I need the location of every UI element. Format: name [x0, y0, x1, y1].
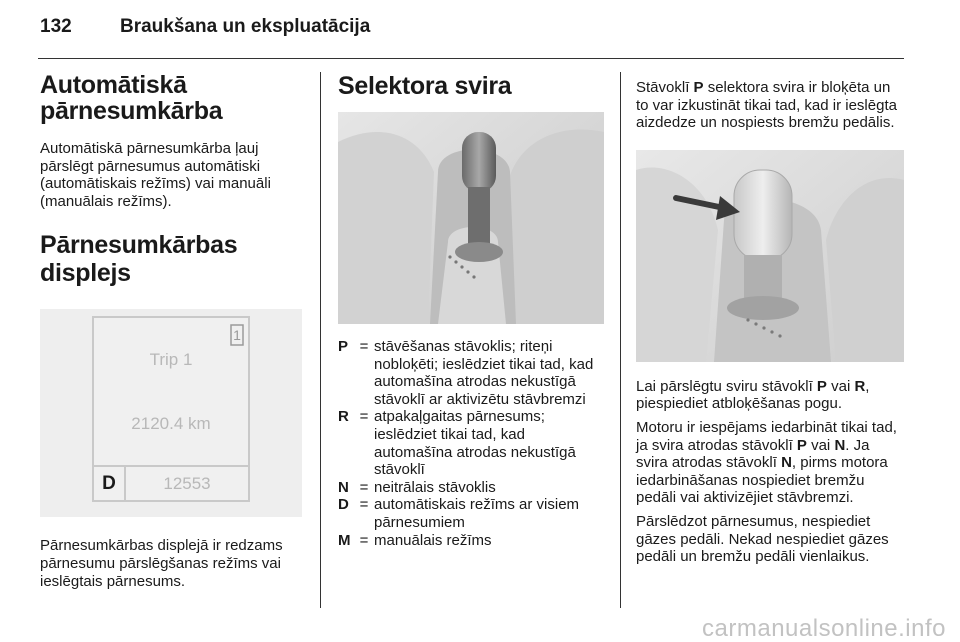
transmission-display-illustration — [40, 309, 302, 517]
column-divider-right — [620, 72, 621, 608]
watermark: carmanualsonline.info — [702, 615, 946, 642]
section-heading-selector-lever: Selektora svira — [338, 72, 512, 100]
definition-text: stāvēšanas stāvoklis; riteņi nobloķēti; ieslēdziet tikai tad, kad automašīna atrodas nekustīgā stāvoklī ar aktivizētu stāvbremzi — [374, 338, 594, 408]
paragraph-lever-locked: Stāvoklī P selektora svira ir bloķēta un to var izkustināt tikai tad, kad ir ieslēgta aizdedze un nospiests bremžu pedālis. — [636, 79, 897, 132]
gear-indicator: D — [94, 467, 126, 500]
definition-term: M — [338, 531, 351, 549]
odometer-value: 12553 — [163, 474, 211, 494]
display-caption: Pārnesumkārbas displejā ir redzams pārnesumu pārslēgšanas režīms vai ieslēgtais pārnesums. — [40, 537, 283, 590]
trip-label: Trip 1 — [149, 350, 193, 370]
section-heading-display: Pārnesumkārbas displejs — [40, 231, 238, 288]
definition-term: P — [338, 338, 349, 355]
definition-r — [338, 408, 604, 478]
header-rule — [38, 58, 904, 59]
display-screen — [92, 316, 250, 502]
definition-text: neitrālais stāvoklis — [374, 478, 496, 496]
gear-definitions-list — [338, 338, 604, 549]
chapter-title: Braukšana un ekspluatācija — [120, 16, 371, 37]
trip-distance: 2120.4 km — [131, 414, 211, 434]
definition-n — [338, 479, 604, 497]
heading-line-1: Automātiskā — [40, 71, 187, 99]
column-selector-lever — [338, 72, 604, 549]
definition-equals: = — [359, 496, 369, 514]
definition-p — [338, 338, 604, 408]
definition-term: R — [338, 408, 349, 426]
definition-term: N — [338, 478, 349, 496]
column-automatic-transmission — [40, 72, 302, 590]
definition-equals: = — [359, 531, 369, 549]
definition-text: manuālais režīms — [374, 531, 492, 549]
definition-equals: = — [359, 408, 369, 426]
column-lever-operation — [636, 79, 904, 566]
paragraph-unlock-button: Lai pārslēgtu sviru stāvoklī P vai R, piespiediet atbloķēšanas pogu. — [636, 377, 870, 413]
definition-equals: = — [359, 338, 369, 355]
section-heading-automatic-transmission — [40, 72, 302, 124]
trip-number: 1 — [233, 327, 241, 344]
lever-unlock-photo — [636, 150, 904, 362]
intro-paragraph: Automātiskā pārnesumkārba ļauj pārslēgt pārnesumus automātiski (automātiskais režīms) vai manuāli (manuālais režīms). — [40, 140, 271, 210]
page-number: 132 — [40, 16, 72, 37]
selector-lever-photo — [338, 112, 604, 324]
column-divider-left — [320, 72, 321, 608]
definition-text: automātiskais režīms ar visiem pārnesumiem — [374, 496, 580, 531]
definition-text: atpakaļgaitas pārnesums; ieslēdziet tikai tad, kad automašīna atrodas nekustīgā stāvoklī — [374, 408, 576, 479]
definition-term: D — [338, 496, 349, 514]
trip-counter-icon — [230, 324, 244, 346]
paragraph-shifting-warning: Pārslēdzot pārnesumus, nespiediet gāzes pedāli. Nekad nespiediet gāzes pedāli un bremžu pedāli vienlaikus. — [636, 512, 889, 566]
page-header — [38, 16, 904, 60]
definition-d — [338, 496, 604, 531]
paragraph-engine-start: Motoru ir iespējams iedarbināt tikai tad, ja svira atrodas stāvoklī P vai N. Ja svira atrodas stāvoklī N, pirms motora iedarbināšanas nospiediet bremžu pedāli vai aktivizējiet stāvbremzi. — [636, 418, 897, 507]
definition-equals: = — [359, 478, 369, 496]
definition-m — [338, 532, 604, 550]
heading-line-2: pārnesumkārba — [40, 97, 223, 125]
